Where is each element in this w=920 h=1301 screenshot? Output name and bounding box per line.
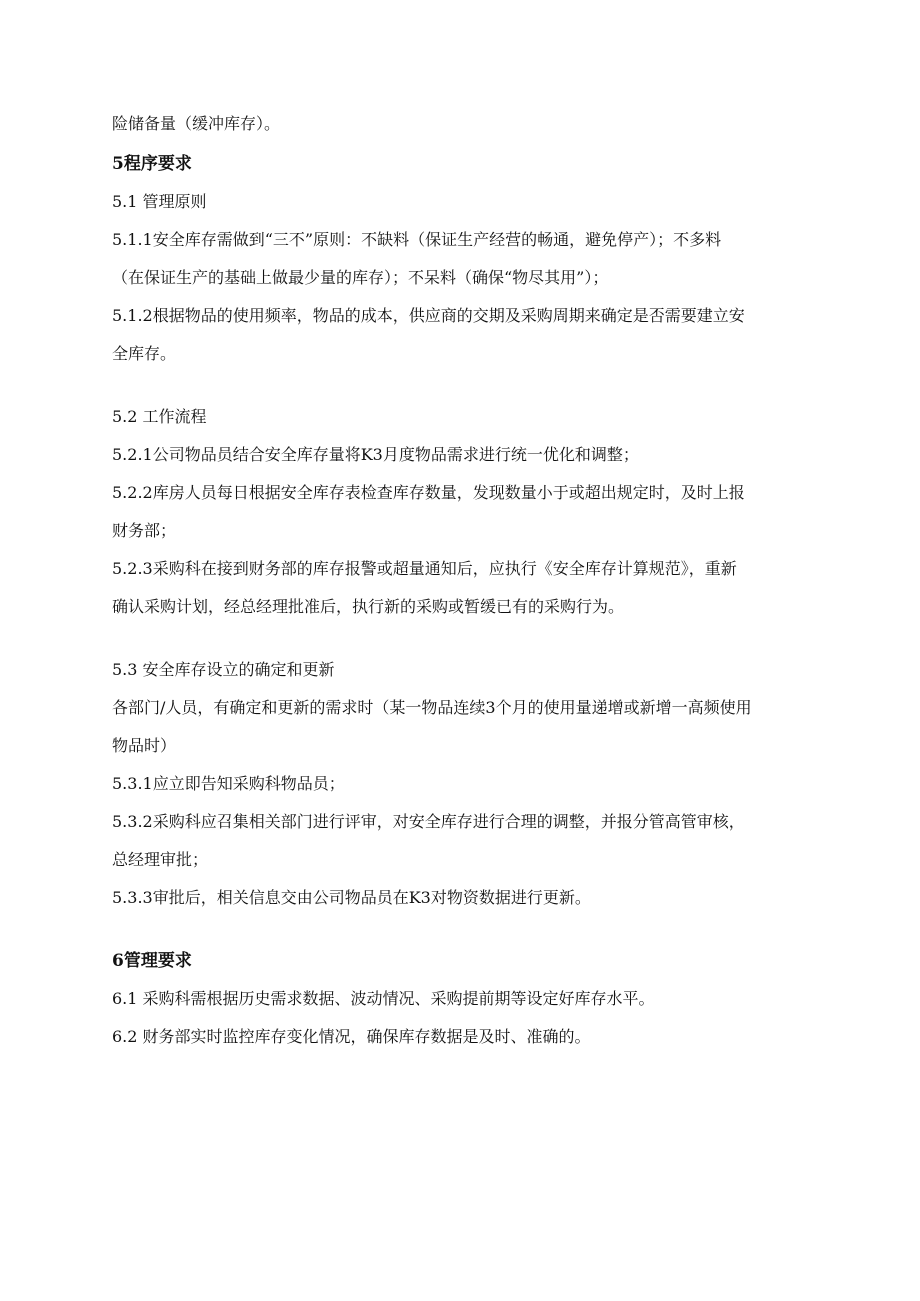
text-line: 确认采购计划，经总经理批准后，执行新的采购或暂缓已有的采购行为。 — [112, 597, 625, 616]
text-line: 全库存。 — [112, 344, 177, 363]
text-line: 6.1 采购科需根据历史需求数据、波动情况、采购提前期等设定好库存水平。 — [112, 989, 655, 1008]
text-line: 财务部； — [112, 521, 177, 540]
text-line: 5.1.2根据物品的使用频率，物品的成本，供应商的交期及采购周期来确定是否需要建立安 — [112, 306, 745, 325]
text-line: 5.3.3审批后，相关信息交由公司物品员在K3对物资数据进行更新。 — [112, 888, 591, 907]
subsection-heading: 5.3 安全库存设立的确定和更新 — [112, 660, 335, 679]
text-line: 6.2 财务部实时监控库存变化情况，确保库存数据是及时、准确的。 — [112, 1027, 591, 1046]
text-line: 5.3.2采购科应召集相关部门进行评审，对安全库存进行合理的调整，并报分管高管审核， — [112, 812, 745, 831]
section-heading: 5程序要求 — [112, 154, 192, 174]
text-line: 5.2.1公司物品员结合安全库存量将K3月度物品需求进行统一优化和调整； — [112, 445, 639, 464]
text-line: 险储备量（缓冲库存）。 — [112, 114, 281, 133]
text-line: 5.2.3采购科在接到财务部的库存报警或超量通知后，应执行《安全库存计算规范》，重新 — [112, 559, 737, 578]
text-line: 物品时） — [112, 736, 177, 755]
subsection-heading: 5.2 工作流程 — [112, 407, 207, 426]
section-heading: 6管理要求 — [112, 951, 192, 971]
text-line: 总经理审批； — [112, 850, 209, 869]
text-line: 5.1.1安全库存需做到“三不”原则：不缺料（保证生产经营的畅通，避免停产）；不多料 — [112, 230, 722, 249]
text-line: 5.3.1应立即告知采购科物品员； — [112, 774, 345, 793]
subsection-heading: 5.1 管理原则 — [112, 192, 207, 211]
text-line: 5.2.2库房人员每日根据安全库存表检查库存数量，发现数量小于或超出规定时，及时上报 — [112, 483, 745, 502]
text-line: （在保证生产的基础上做最少量的库存）；不呆料（确保“物尽其用”）； — [112, 268, 609, 287]
text-line: 各部门/人员，有确定和更新的需求时（某一物品连续3个月的使用量递增或新增一高频使用 — [112, 698, 752, 717]
